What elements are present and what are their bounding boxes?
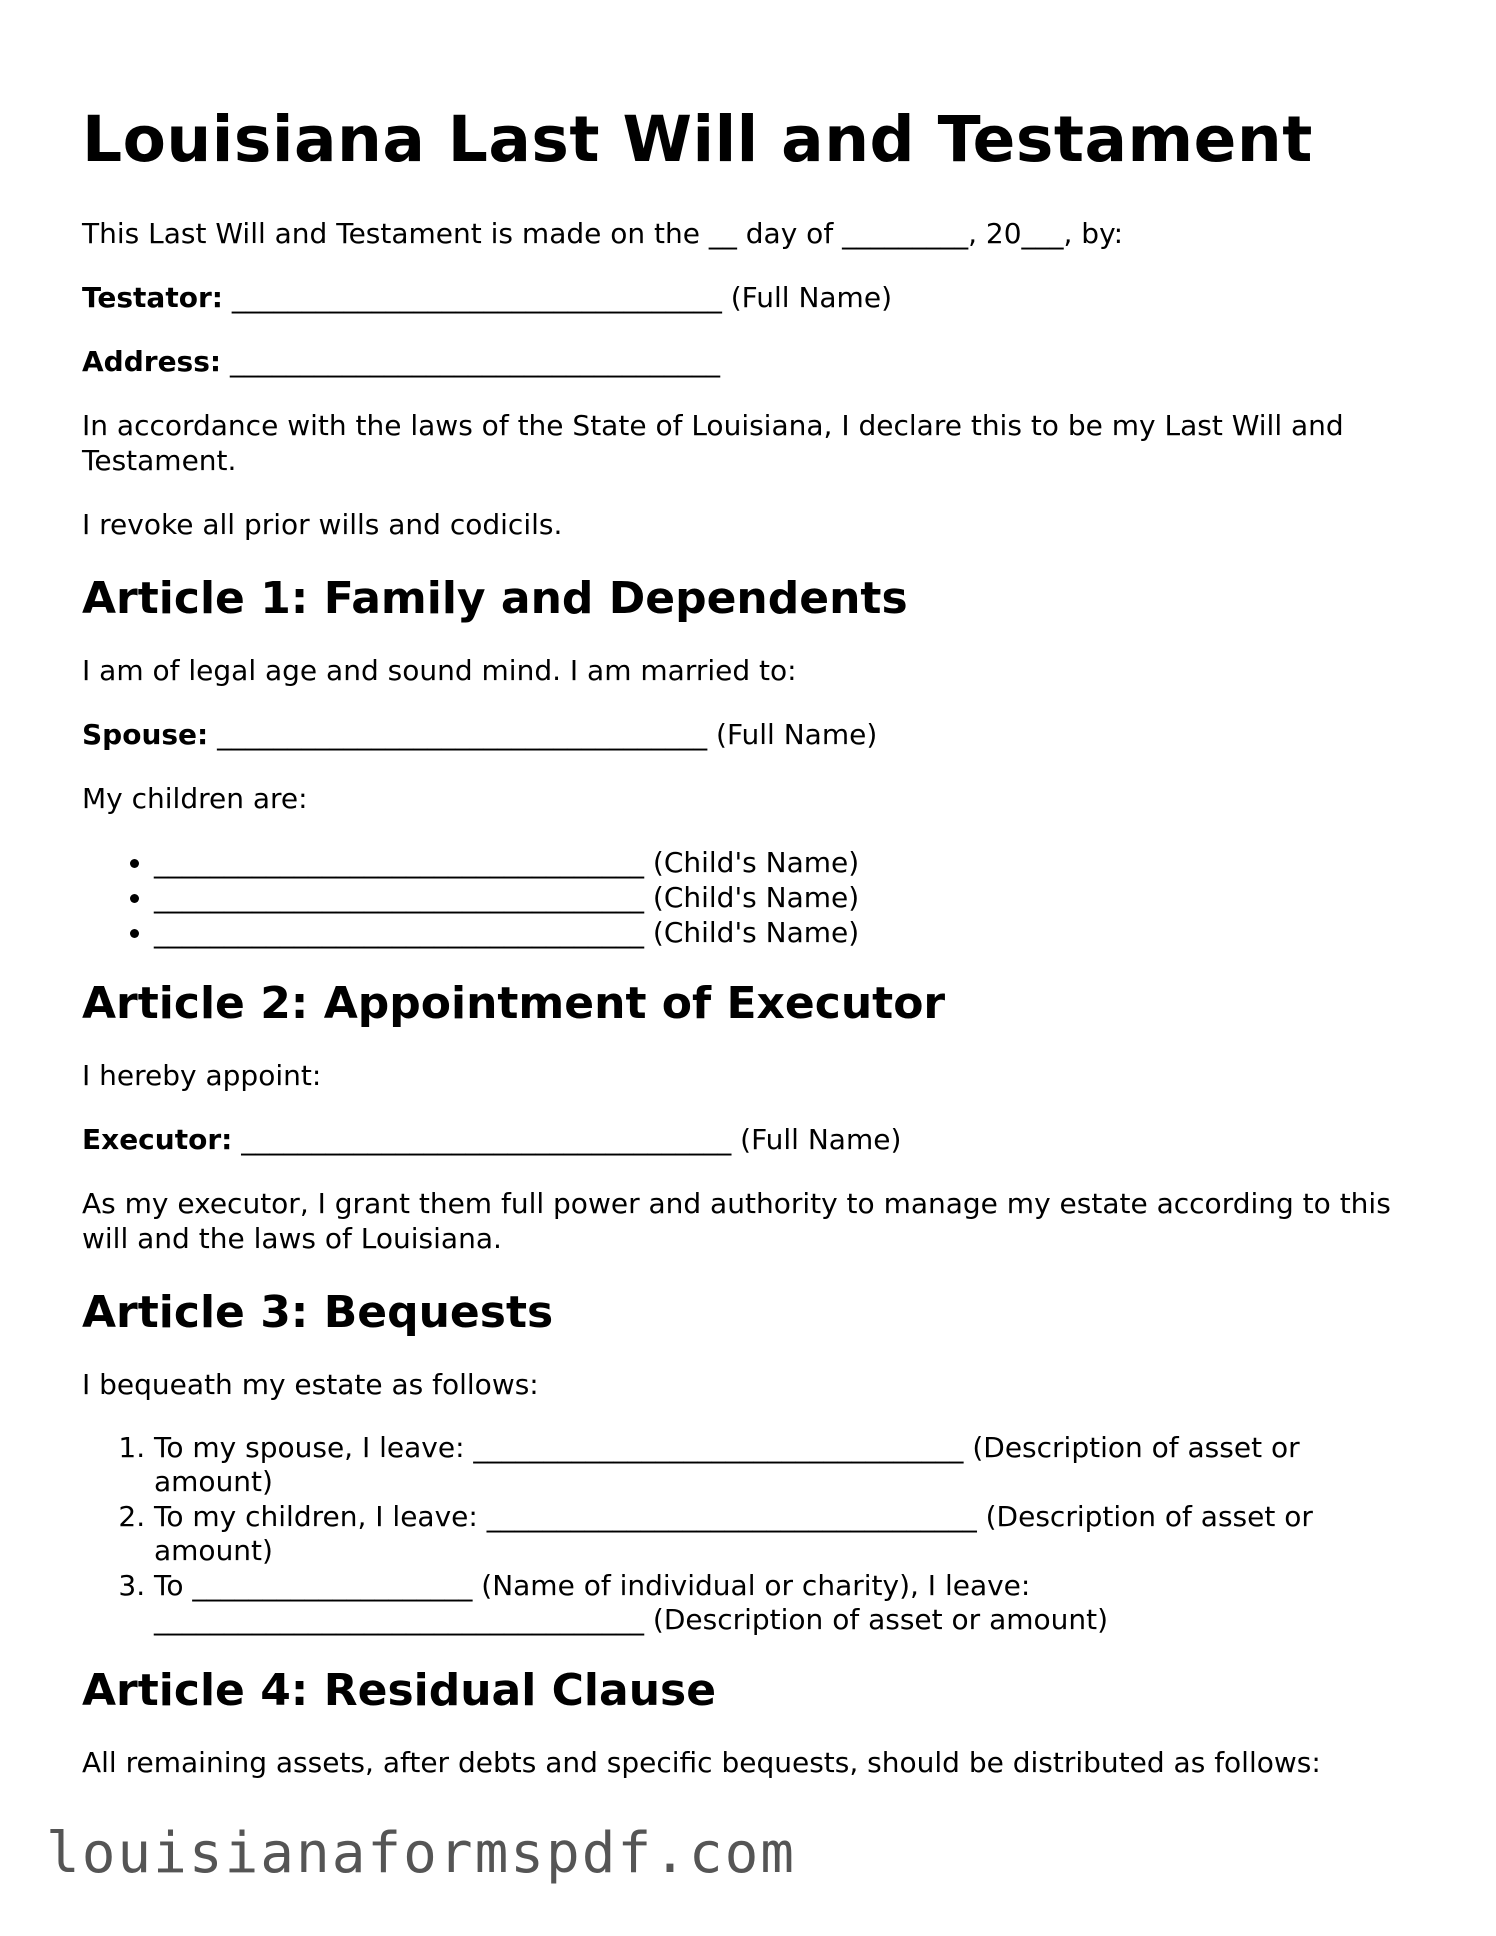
document-page xyxy=(82,100,1422,1809)
bequest-item: 2. To my children, I leave: ___________________________________ (Description of asset or amount) xyxy=(154,1500,1422,1568)
spouse-blank: ___________________________________ (Full Name) xyxy=(208,718,878,751)
spouse-line xyxy=(82,717,1422,752)
article2-heading: Article 2: Appointment of Executor xyxy=(82,978,946,1029)
bequest-item: 3. To ____________________ (Name of individual or charity), I leave: ___________________________________ (Description of asset or amount) xyxy=(154,1569,1422,1637)
declaration-text: In accordance with the laws of the State of Louisiana, I declare this to be my Last Will and Testament. xyxy=(82,409,1344,477)
address-label: Address: xyxy=(82,345,222,378)
article3-heading: Article 3: Bequests xyxy=(82,1287,554,1338)
executor-powers: As my executor, I grant them full power and authority to manage my estate according to this will and the laws of Louisiana. xyxy=(82,1187,1391,1255)
executor-blank: ___________________________________ (Full Name) xyxy=(232,1123,902,1156)
executor-label: Executor: xyxy=(82,1123,233,1156)
bequest-item: 1. To my spouse, I leave: ___________________________________ (Description of asset or amount) xyxy=(154,1431,1422,1499)
address-blank: ___________________________________ xyxy=(221,345,720,378)
testator-line xyxy=(82,280,1422,315)
children-list xyxy=(82,845,1422,950)
article4-statement: All remaining assets, after debts and specific bequests, should be distributed as follows: xyxy=(82,1746,1321,1779)
intro-made-on: This Last Will and Testament is made on the __ day of _________, 20___, by: xyxy=(82,217,1124,250)
article2-statement: I hereby appoint: xyxy=(82,1059,322,1092)
article3-statement: I bequeath my estate as follows: xyxy=(82,1368,539,1401)
spouse-label: Spouse: xyxy=(82,718,209,751)
children-intro: My children are: xyxy=(82,782,308,815)
revocation-text: I revoke all prior wills and codicils. xyxy=(82,508,563,541)
document-title: Louisiana Last Will and Testament xyxy=(82,103,1313,176)
article1-heading: Article 1: Family and Dependents xyxy=(82,573,908,624)
testator-blank: ___________________________________ (Full Name) xyxy=(222,281,892,314)
child-item: • ___________________________________ (Child's Name) xyxy=(154,880,1422,915)
article4-heading: Article 4: Residual Clause xyxy=(82,1665,717,1716)
address-line xyxy=(82,344,1422,379)
article1-statement: I am of legal age and sound mind. I am married to: xyxy=(82,654,797,687)
bequests-list xyxy=(82,1431,1422,1637)
child-item: • ___________________________________ (Child's Name) xyxy=(154,845,1422,880)
executor-line xyxy=(82,1122,1422,1157)
site-watermark: louisianaformspdf.com xyxy=(46,1821,797,1886)
child-item: • ___________________________________ (Child's Name) xyxy=(154,915,1422,950)
testator-label: Testator: xyxy=(82,281,223,314)
